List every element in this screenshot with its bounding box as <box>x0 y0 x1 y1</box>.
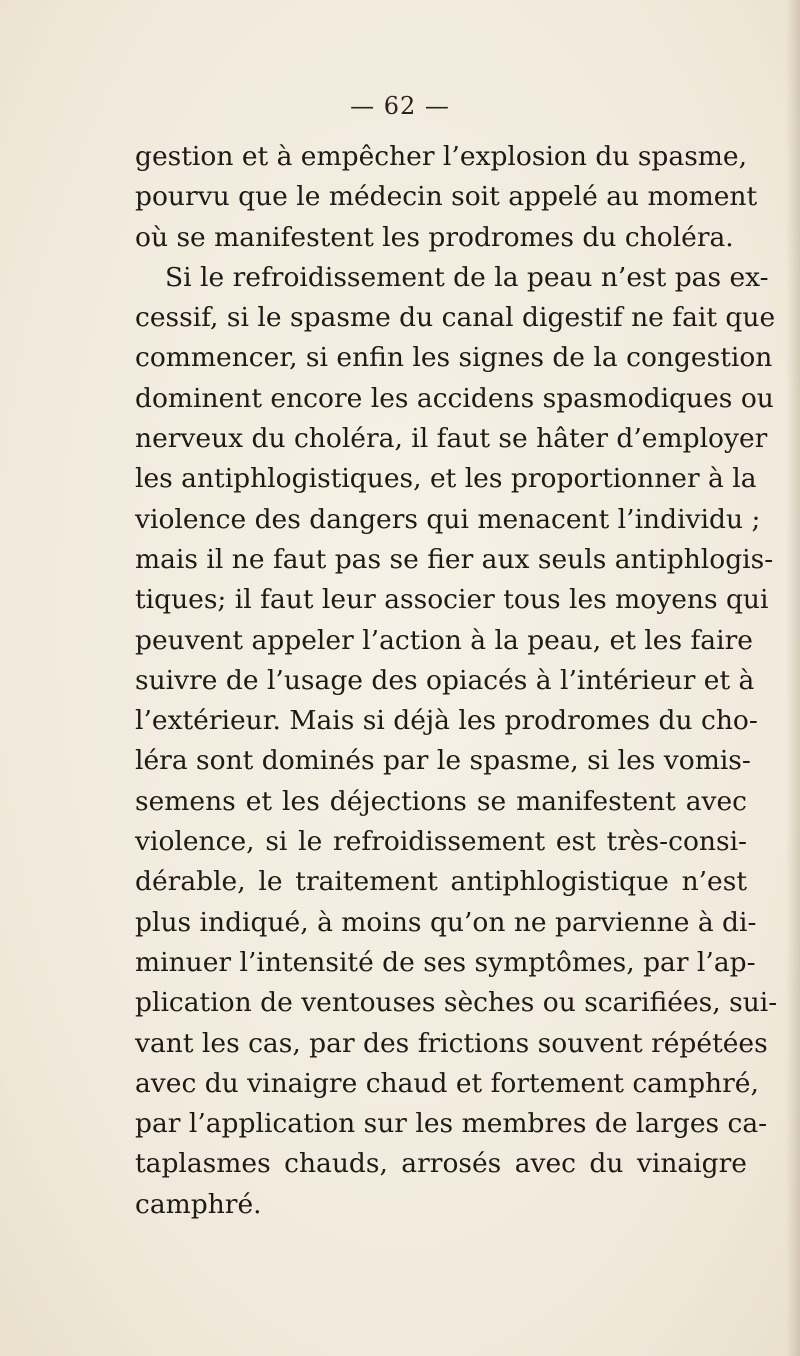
text-line: peuvent appeler l’action à la peau, et les faire <box>135 624 753 656</box>
text-line: minuer l’intensité de ses symptômes, par l’ap- <box>135 946 756 978</box>
text-line: léra sont dominés par le spasme, si les vomis- <box>135 745 751 777</box>
body-text <box>135 137 778 1225</box>
text-line: dérable, le traitement antiphlogistique n’est <box>135 866 747 898</box>
text-line: cessif, si le spasme du canal digestif ne fait que <box>135 302 776 334</box>
text-line: pourvu que le médecin soit appelé au moment <box>135 181 758 213</box>
text-line: plication de ventouses sèches ou scarifiées, sui- <box>135 987 778 1019</box>
text-line: où se manifestent les prodromes du choléra. <box>135 221 734 253</box>
text-line: nerveux du choléra, il faut se hâter d’employer <box>135 423 768 455</box>
text-line: par l’application sur les membres de larges ca- <box>135 1108 768 1140</box>
text-line: dominent encore les accidens spasmodiques ou <box>135 382 774 414</box>
text-line: violence, si le refroidissement est très-consi- <box>135 826 747 858</box>
text-line: avec du vinaigre chaud et fortement camphré, <box>135 1067 759 1099</box>
text-line: les antiphlogistiques, et les proportionner à la <box>135 463 757 495</box>
text-line: vant les cas, par des frictions souvent répétées <box>135 1027 768 1059</box>
page-edge-shadow <box>786 0 800 1356</box>
text-line: suivre de l’usage des opiacés à l’intérieur et à <box>135 664 755 696</box>
text-line: violence des dangers qui menacent l’individu ; <box>135 503 761 535</box>
text-line: mais il ne faut pas se fier aux seuls antiphlogis- <box>135 543 774 575</box>
text-line: gestion et à empêcher l’explosion du spasme, <box>135 141 748 172</box>
text-line: semens et les déjections se manifestent avec <box>135 785 747 817</box>
text-line: camphré. <box>135 1188 262 1220</box>
text-line: Si le refroidissement de la peau n’est pas ex- <box>165 261 769 293</box>
text-line: commencer, si enfin les signes de la congestion <box>135 342 773 374</box>
text-line: l’extérieur. Mais si déjà les prodromes du cho- <box>135 705 758 737</box>
page-number-header: — 62 — <box>350 92 450 120</box>
text-line: plus indiqué, à moins qu’on ne parvienne à di- <box>135 906 757 938</box>
text-line: tiques; il faut leur associer tous les moyens qui <box>135 584 769 616</box>
text-line: taplasmes chauds, arrosés avec du vinaigre <box>135 1148 747 1180</box>
